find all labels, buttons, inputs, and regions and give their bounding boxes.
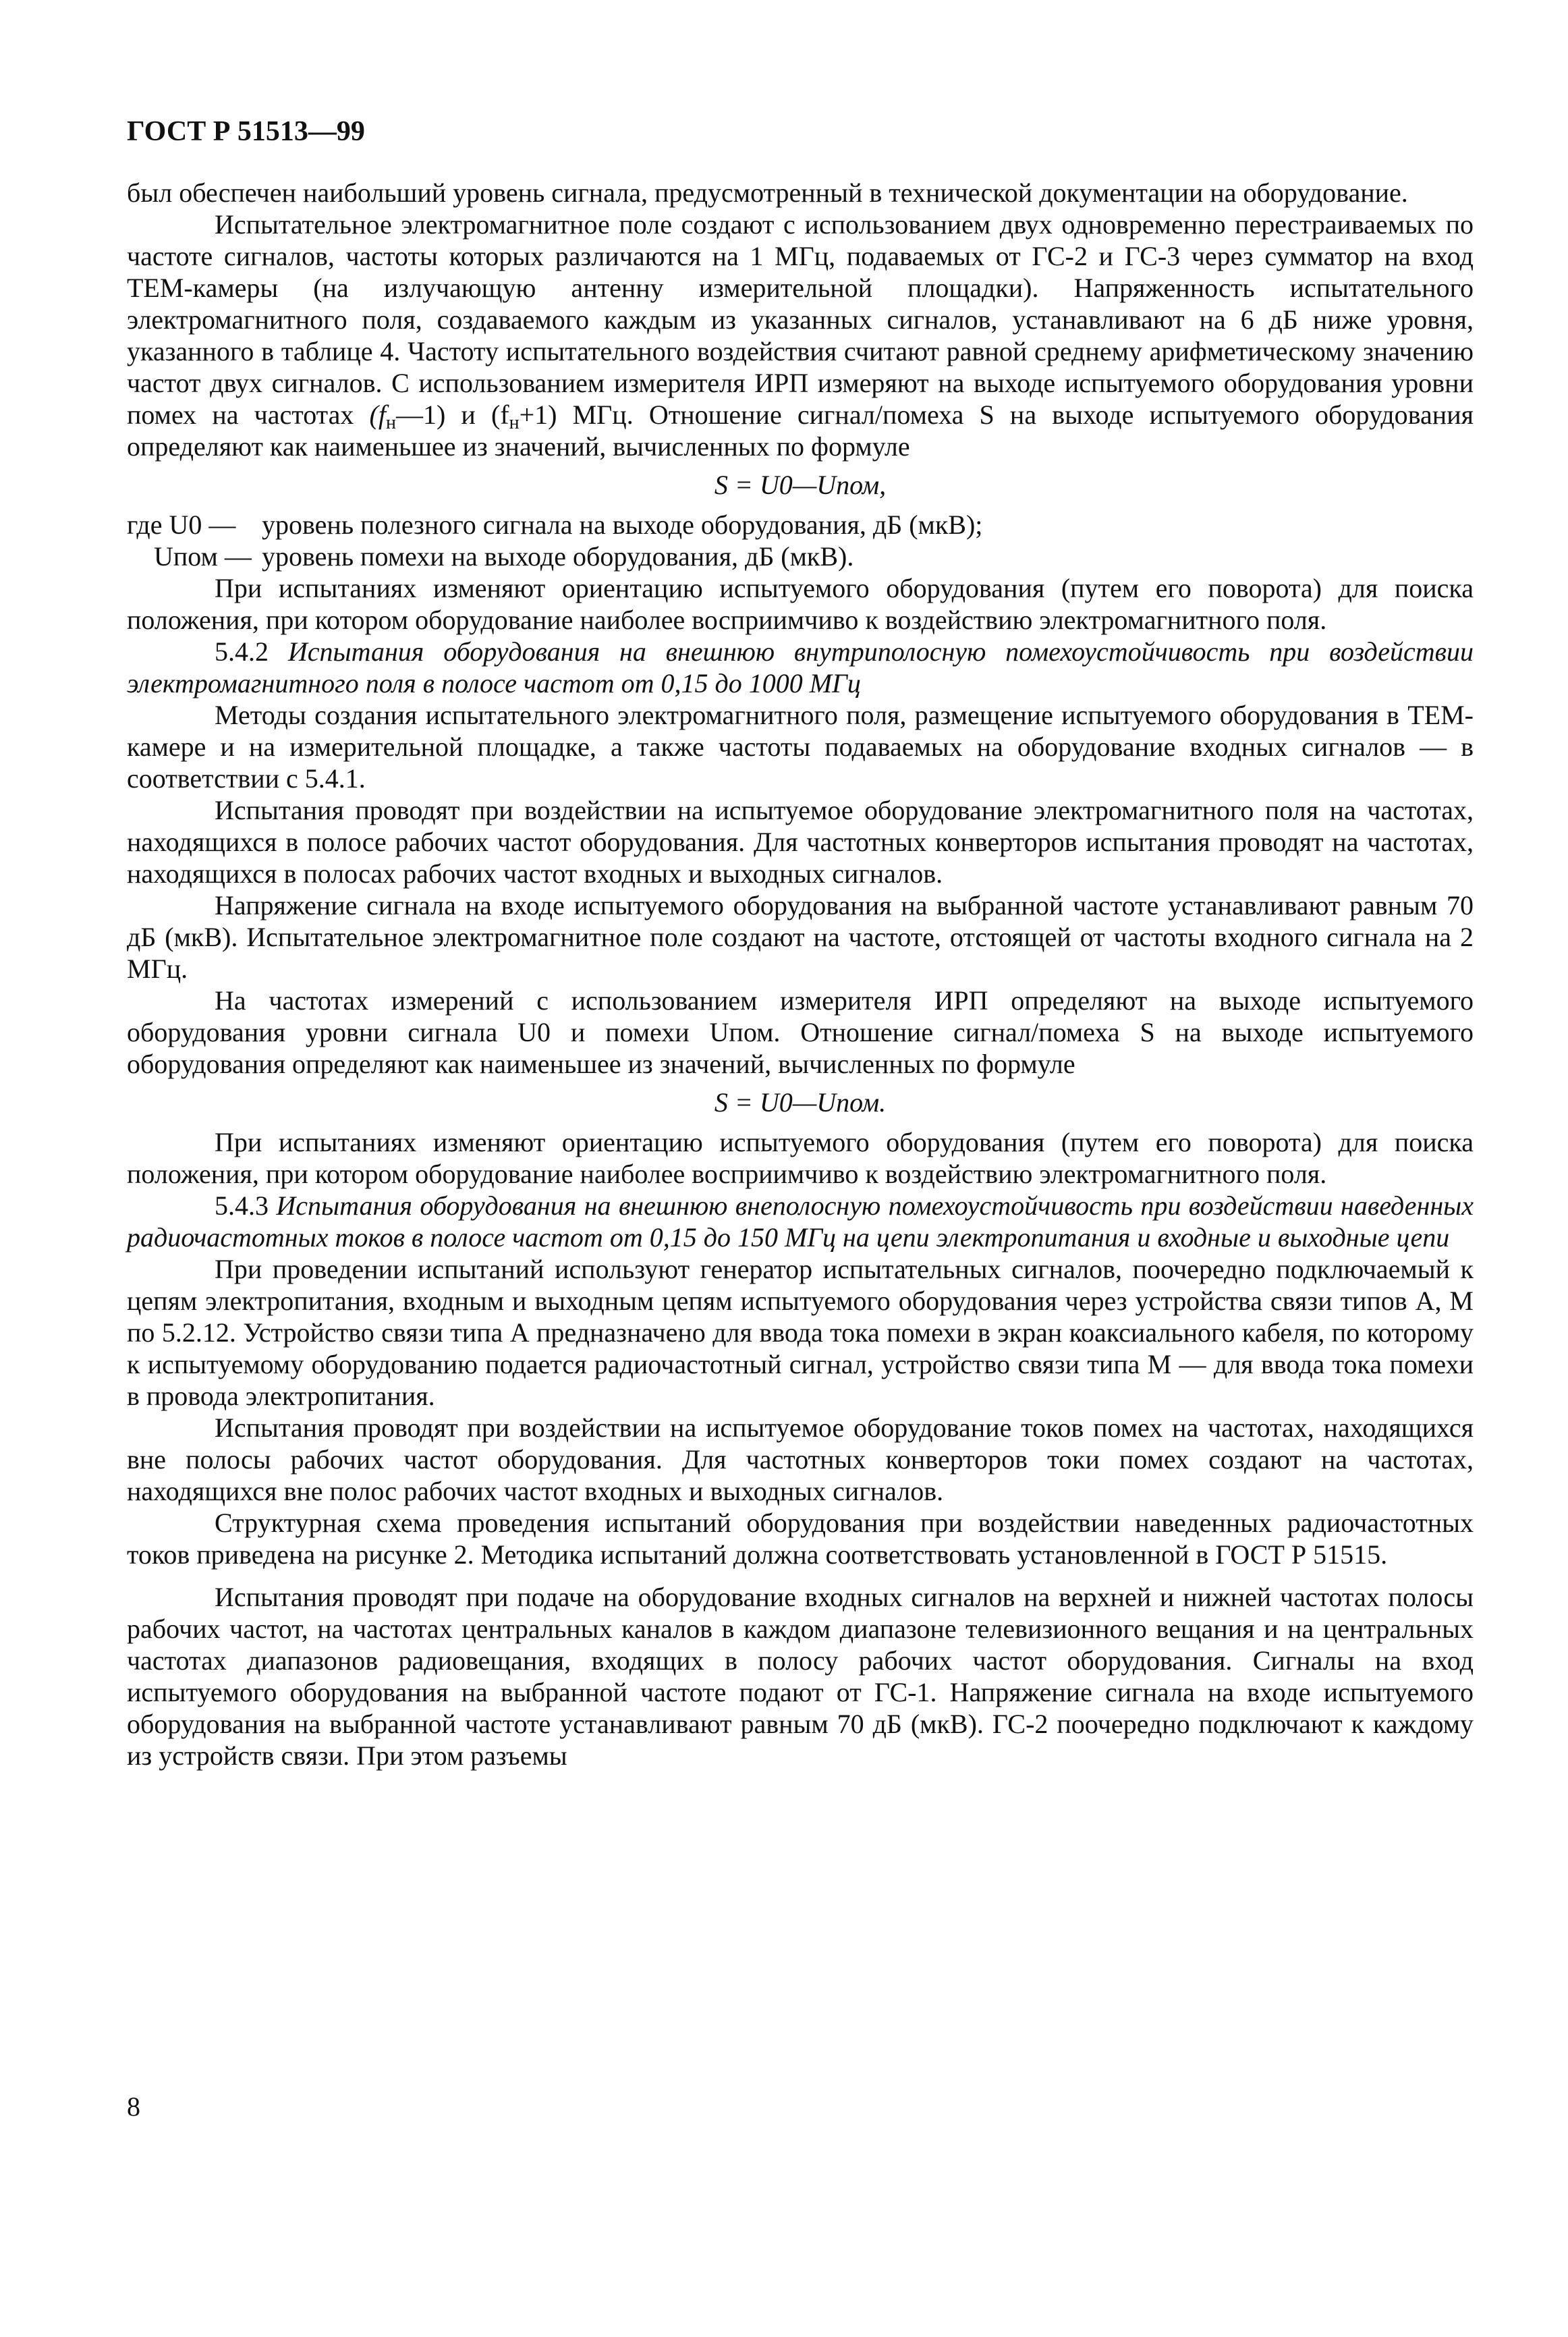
- definition-text: уровень помехи на выходе оборудования, дБ (мкВ).: [262, 541, 854, 572]
- definition-term: Uпом —: [154, 541, 252, 572]
- section-heading: [127, 636, 1474, 699]
- paragraph: При испытаниях изменяют ориентацию испытуемого оборудования (путем его поворота) для поиска положения, при котором оборудование наиболее восприимчиво к воздействию электромагнитного поля.: [127, 573, 1474, 635]
- paragraph: был обеспечен наибольший уровень сигнала, предусмотренный в технической документации на оборудование.: [127, 177, 1408, 208]
- definition-term: где U0 —: [127, 510, 236, 540]
- section-number: 5.4.3: [215, 1190, 269, 1221]
- paragraph: На частотах измерений с использованием измерителя ИРП определяют на выходе испытуемого оборудования уровни сигнала U0 и помехи Uпом. Отношение сигнал/помеха S на выходе испытуемого оборудования определяют как наименьшее из значений, вычисленных по формуле: [127, 985, 1474, 1079]
- section-title: Испытания оборудования на внешнюю внутриполосную помехоустойчивость при воздействии электромагнитного поля в полосе частот от 0,15 до 1000 МГц: [127, 636, 1474, 698]
- subscript: н: [509, 412, 520, 433]
- freq-text: (f: [369, 400, 386, 430]
- paragraph: Испытания проводят при воздействии на испытуемое оборудование электромагнитного поля на частотах, находящихся в полосе рабочих частот оборудования. Для частотных конверторов испытания проводят на частотах, находящихся в полосах рабочих частот входных и выходных сигналов.: [127, 795, 1474, 889]
- definition-text: уровень полезного сигнала на выходе оборудования, дБ (мкВ);: [262, 510, 983, 540]
- paragraph-text: Испытательное электромагнитное поле создают с использованием двух одновременно перестраиваемых по частоте сигналов, частоты которых различаются на 1 МГц, подаваемых от ГС-2 и ГС-3 через сумматор на вход ТЕМ-камеры (на излучающую антенну измерительной площадки). Напряженность испытательного электромагнитного поля, создаваемого каждым из указанных сигналов, устанавливают на 6 дБ ниже уровня, указанного в таблице 4. Частоту испытательного воздействия считают равной среднему арифметическому значению частот двух сигналов. С использованием измерителя ИРП измеряют на выходе испытуемого оборудования уровни помех на частотах: [127, 209, 1474, 430]
- paragraph: Испытания проводят при воздействии на испытуемое оборудование токов помех на частотах, находящихся вне полосы рабочих частот оборудования. Для частотных конверторов токи помех создают на частотах, находящихся вне полос рабочих частот входных и выходных сигналов.: [127, 1412, 1474, 1506]
- spacer: [127, 1570, 1474, 1581]
- section-heading: [127, 1190, 1474, 1253]
- formula: S = U0—Uпом.: [714, 1087, 887, 1118]
- page-number: 8: [127, 2091, 140, 2122]
- paragraph-text: +1) МГц. Отношение сигнал/помеха S на выходе испытуемого оборудования определяют как наименьшее из значений, вычисленных по формуле: [127, 400, 1474, 462]
- definition-item: [127, 541, 1474, 572]
- section-number: 5.4.2: [215, 636, 269, 667]
- freq-text: —1) и (f: [395, 400, 509, 430]
- subscript: н: [385, 412, 396, 433]
- paragraph: Структурная схема проведения испытаний оборудования при воздействии наведенных радиочастотных токов приведена на рисунке 2. Методика испытаний должна соответствовать установленной в ГОСТ Р 51515.: [127, 1508, 1474, 1570]
- definition-item: [127, 509, 1474, 541]
- section-title: Испытания оборудования на внешнюю внеполосную помехоустойчивость при воздействии наведенных радиочастотных токов в полосе частот от 0,15 до 150 МГц на цепи электропитания и входные и выходные цепи: [127, 1190, 1474, 1253]
- paragraph: Напряжение сигнала на входе испытуемого оборудования на выбранной частоте устанавливают равным 70 дБ (мкВ). Испытательное электромагнитное поле создают на частоте, отстоящей от частоты входного сигнала на 2 МГц.: [127, 890, 1474, 984]
- paragraph: При проведении испытаний используют генератор испытательных сигналов, поочередно подключаемый к цепям электропитания, входным и выходным цепям испытуемого оборудования через устройства связи типов А, М по 5.2.12. Устройство связи типа А предназначено для ввода тока помехи в экран коаксиального кабеля, по которому к испытуемому оборудованию подается радиочастотный сигнал, устройство связи типа М — для ввода тока помехи в провода электропитания.: [127, 1254, 1474, 1411]
- formula: S = U0—Uпом,: [714, 470, 887, 500]
- paragraph: Методы создания испытательного электромагнитного поля, размещение испытуемого оборудования в ТЕМ-камере и на измерительной площадке, а также частоты подаваемых на оборудование входных сигналов — в соответствии с 5.4.1.: [127, 700, 1474, 794]
- document-header: ГОСТ Р 51513—99: [127, 116, 365, 147]
- paragraph: Испытания проводят при подаче на оборудование входных сигналов на верхней и нижней частотах полосы рабочих частот, на частотах центральных каналов в каждом диапазоне телевизионного вещания и на центральных частотах диапазонов радиовещания, входящих в полосу рабочих частот оборудования. Сигналы на вход испытуемого оборудования на выбранной частоте подают от ГС-1. Напряжение сигнала на входе испытуемого оборудования на выбранной частоте устанавливают равным 70 дБ (мкВ). ГС-2 поочередно подключают к каждому из устройств связи. При этом разъемы: [127, 1582, 1474, 1771]
- paragraph: При испытаниях изменяют ориентацию испытуемого оборудования (путем его поворота) для поиска положения, при котором оборудование наиболее восприимчиво к воздействию электромагнитного поля.: [127, 1127, 1474, 1189]
- paragraph: [127, 209, 1474, 462]
